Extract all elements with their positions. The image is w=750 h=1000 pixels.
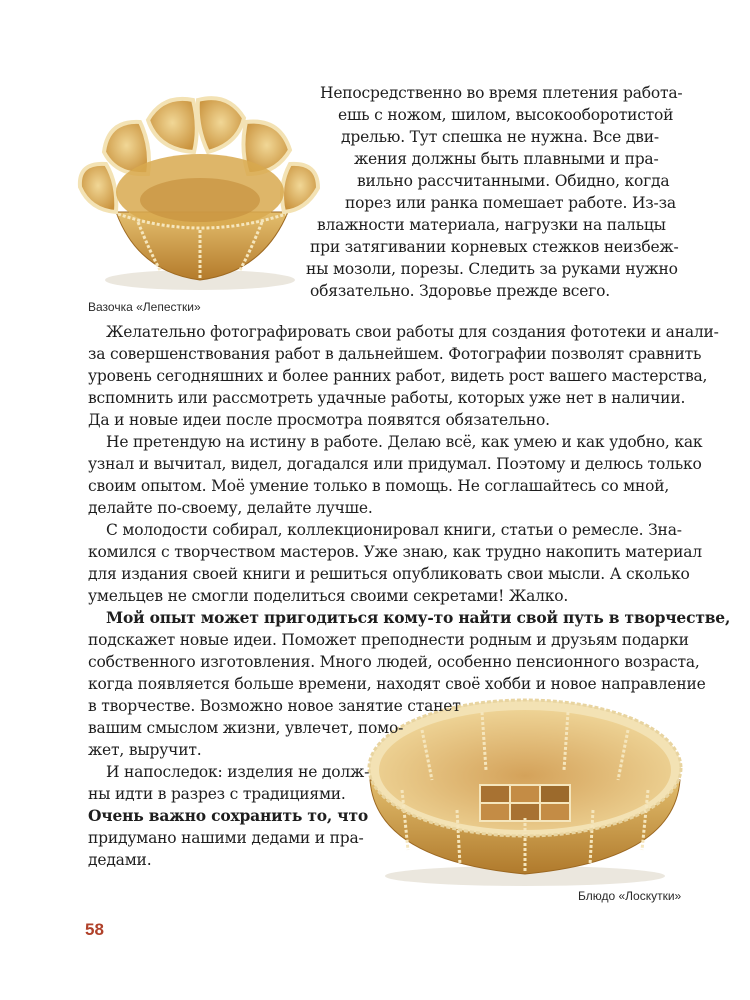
text-line: умельцев не смогли поделиться своими секретами! Жалко. bbox=[88, 587, 569, 605]
text-line: Желательно фотографировать свои работы для создания фототеки и анали- bbox=[106, 323, 719, 341]
dish-photo bbox=[362, 690, 688, 890]
text-line: когда появляется больше времени, находят своё хобби и новое направление bbox=[88, 675, 706, 693]
bowl-photo bbox=[68, 92, 330, 297]
text-line: делайте по-своему, делайте лучше. bbox=[88, 499, 373, 517]
text-line: ны идти в разрез с традициями. bbox=[88, 785, 346, 803]
text-line: вспомнить или рассмотреть удачные работы, которых уже нет в наличии. bbox=[88, 389, 686, 407]
text-line: С молодости собирал, коллекционировал книги, статьи о ремесле. Зна- bbox=[106, 521, 682, 539]
page-number: 58 bbox=[85, 920, 104, 939]
text-line: ешь с ножом, шилом, высокооборотистой bbox=[338, 106, 674, 124]
text-line: Не претендую на истину в работе. Делаю всё, как умею и как удобно, как bbox=[106, 433, 703, 451]
text-line: порез или ранка помешает работе. Из-за bbox=[345, 194, 676, 212]
petal-vase-image bbox=[68, 92, 330, 297]
text-line: дрелью. Тут спешка не нужна. Все дви- bbox=[341, 128, 659, 146]
text-line: обязательно. Здоровье прежде всего. bbox=[310, 282, 611, 300]
text-line: комился с творчеством мастеров. Уже знаю, как трудно накопить материал bbox=[88, 543, 702, 561]
text-line: Да и новые идеи после просмотра появятся обязательно. bbox=[88, 411, 550, 429]
bowl-caption: Вазочка «Лепестки» bbox=[88, 300, 201, 314]
text-line: дедами. bbox=[88, 851, 152, 869]
patchwork-dish-image bbox=[362, 690, 688, 890]
text-line: для издания своей книги и решиться опубликовать свои мысли. А сколько bbox=[88, 565, 690, 583]
text-line: собственного изготовления. Много людей, особенно пенсионного возраста, bbox=[88, 653, 700, 671]
text-line: жет, выручит. bbox=[88, 741, 202, 759]
text-line: Непосредственно во время плетения работа- bbox=[320, 84, 683, 102]
text-line: влажности материала, нагрузки на пальцы bbox=[317, 216, 666, 234]
text-line: за совершенствования работ в дальнейшем. Фотографии позволят сравнить bbox=[88, 345, 702, 363]
text-line: своим опытом. Моё умение только в помощь. Не соглашайтесь со мной, bbox=[88, 477, 670, 495]
text-line-bold: Мой опыт может пригодиться кому-то найти свой путь в творчестве, bbox=[106, 608, 731, 627]
text-line: узнал и вычитал, видел, догадался или придумал. Поэтому и делюсь только bbox=[88, 455, 702, 473]
text-line-bold: Очень важно сохранить то, что bbox=[88, 806, 368, 825]
text-line: ны мозоли, порезы. Следить за руками нужно bbox=[306, 260, 678, 278]
text-line: И напоследок: изделия не долж- bbox=[106, 763, 370, 781]
text-line: вашим смыслом жизни, увлечет, помо- bbox=[88, 719, 404, 737]
text-line: жения должны быть плавными и пра- bbox=[354, 150, 659, 168]
text-line: вильно рассчитанными. Обидно, когда bbox=[357, 172, 670, 190]
text-line: придумано нашими дедами и пра- bbox=[88, 829, 364, 847]
text-line: в творчестве. Возможно новое занятие станет bbox=[88, 697, 461, 715]
text-line: при затягивании корневых стежков неизбеж- bbox=[310, 238, 679, 256]
text-line: уровень сегодняшних и более ранних работ, видеть рост вашего мастерства, bbox=[88, 367, 708, 385]
text-line: подскажет новые идеи. Поможет преподнести родным и друзьям подарки bbox=[88, 631, 689, 649]
dish-caption: Блюдо «Лоскутки» bbox=[578, 889, 682, 903]
